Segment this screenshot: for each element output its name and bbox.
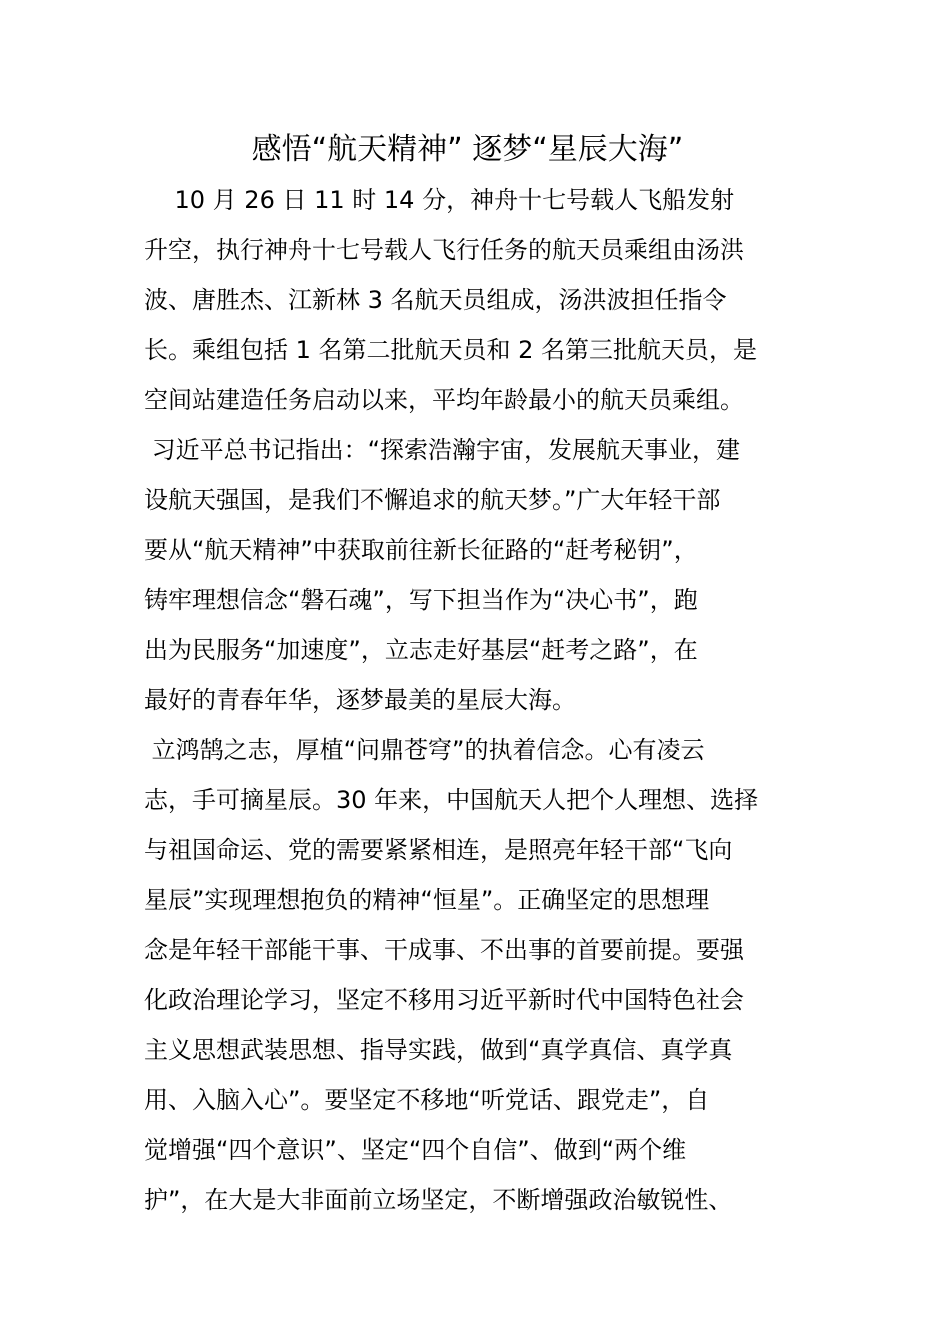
document-title: 感悟“航天精神” 逐梦“星辰大海” xyxy=(251,132,684,167)
paragraph-line: 志，手可摘星辰。30 年来，中国航天人把个人理想、选择 xyxy=(144,786,759,814)
paragraph-line: 星辰”实现理想抱负的精神“恒星”。正确坚定的思想理 xyxy=(144,886,710,914)
paragraph-line: 念是年轻干部能干事、干成事、不出事的首要前提。要强 xyxy=(144,936,744,964)
paragraph-3 xyxy=(144,725,808,1225)
paragraph-line: 升空，执行神舟十七号载人飞行任务的航天员乘组由汤洪 xyxy=(144,236,744,264)
paragraph-line: 觉增强“四个意识”、坚定“四个自信”、做到“两个维 xyxy=(144,1136,687,1164)
paragraph-line: 10 月 26 日 11 时 14 分，神舟十七号载人飞船发射 xyxy=(144,186,735,214)
paragraph-line: 设航天强国，是我们不懈追求的航天梦。”广大年轻干部 xyxy=(144,486,721,514)
paragraph-line: 铸牢理想信念“磐石魂”，写下担当作为“决心书”，跑 xyxy=(144,586,698,614)
paragraph-line: 最好的青春年华，逐梦最美的星辰大海。 xyxy=(144,686,576,714)
paragraph-line: 长。乘组包括 1 名第二批航天员和 2 名第三批航天员，是 xyxy=(144,336,758,364)
paragraph-line: 与祖国命运、党的需要紧紧相连，是照亮年轻干部“飞向 xyxy=(144,836,733,864)
paragraph-line: 习近平总书记指出：“探索浩瀚宇宙，发展航天事业，建 xyxy=(144,436,741,464)
paragraph-line: 要从“航天精神”中获取前往新长征路的“赶考秘钥”， xyxy=(144,536,698,564)
paragraph-line: 波、唐胜杰、江新林 3 名航天员组成，汤洪波担任指令 xyxy=(144,286,727,314)
paragraph-line: 主义思想武装思想、指导实践，做到“真学真信、真学真 xyxy=(144,1036,733,1064)
paragraph-2 xyxy=(144,425,808,725)
paragraph-line: 用、入脑入心”。要坚定不移地“听党话、跟党走”，自 xyxy=(144,1086,710,1114)
paragraph-line: 出为民服务“加速度”，立志走好基层“赶考之路”，在 xyxy=(144,636,698,664)
paragraph-line: 立鸿鹄之志，厚植“问鼎苍穹”的执着信念。心有凌云 xyxy=(144,736,705,764)
document-body xyxy=(144,175,808,1225)
paragraph-line: 护”，在大是大非面前立场坚定，不断增强政治敏锐性、 xyxy=(144,1186,733,1214)
paragraph-line: 空间站建造任务启动以来，平均年龄最小的航天员乘组。 xyxy=(144,386,744,414)
paragraph-line: 化政治理论学习，坚定不移用习近平新时代中国特色社会 xyxy=(144,986,744,1014)
paragraph-1 xyxy=(144,175,808,425)
